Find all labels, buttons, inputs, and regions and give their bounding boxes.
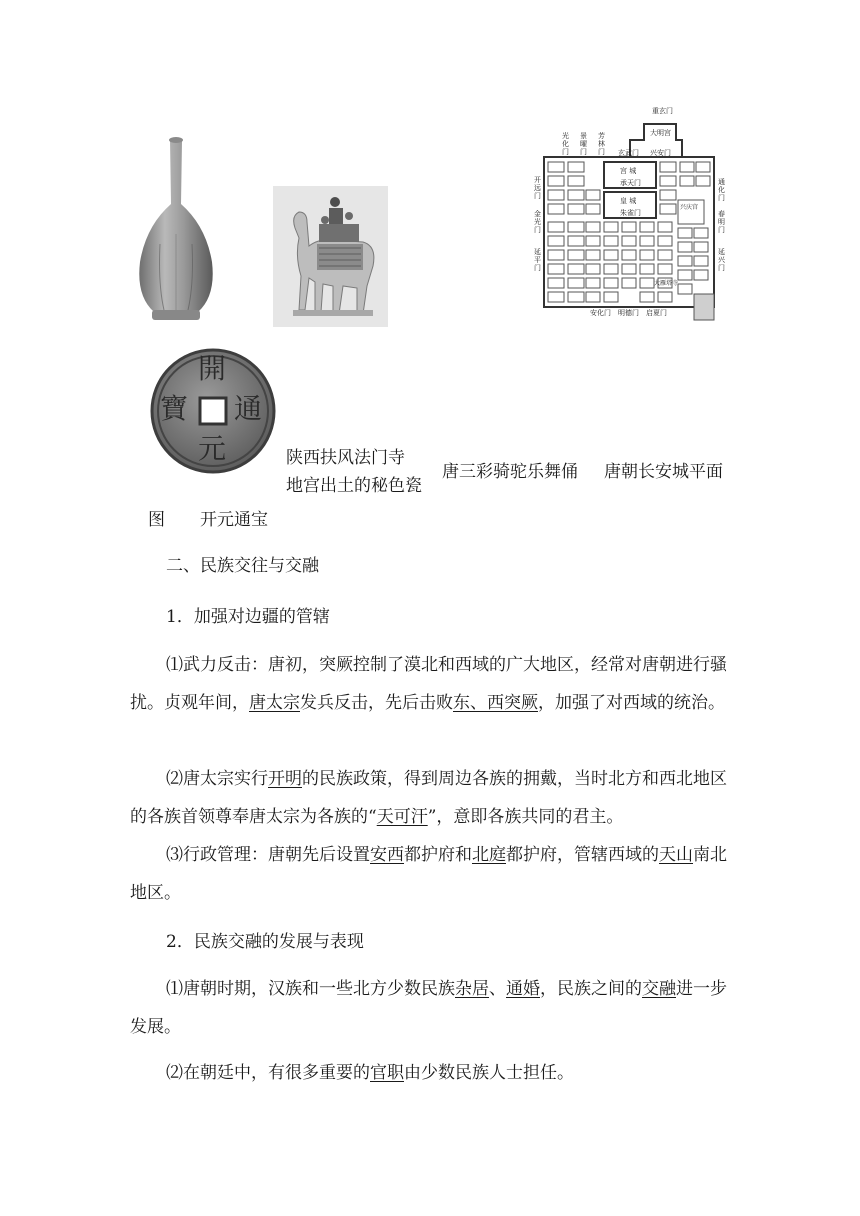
map-label-yanxing: 延兴门 [718, 248, 725, 272]
map-label-fanglin: 芳林门 [598, 132, 605, 156]
blank-turks: 东、西突厥 [453, 693, 538, 713]
map-label-jinguang: 金光门 [534, 210, 541, 234]
blank-enlightened: 开明 [268, 769, 302, 789]
subheading-frontier: 1．加强对边疆的管辖 [166, 607, 330, 627]
caption-map-continued: 图 [148, 510, 165, 530]
blank-anxi: 安西 [370, 845, 404, 865]
vase-photo [134, 134, 218, 326]
map-label-zhuque: 朱雀门 [620, 209, 641, 217]
paragraph-policy: ⑵唐太宗实行开明的民族政策，得到周边各族的拥戴，当时北方和西北地区的各族首领尊奉唐太宗为各族的“天可汗”，意即各族共同的君主。 [130, 769, 727, 827]
map-label-dayanta: 大雁塔寺 [654, 280, 679, 287]
blank-tian-kehan: 天可汗 [376, 807, 428, 827]
changan-city-map [534, 102, 728, 328]
kaiyuan-coin-photo [150, 348, 276, 474]
paragraph-military: ⑴武力反击：唐初，突厥控制了漠北和西域的广大地区，经常对唐朝进行骚扰。贞观年间，唐太宗发兵反击，先后击败东、西突厥，加强了对西域的统治。 [130, 655, 727, 713]
blank-official-posts: 官职 [370, 1063, 404, 1083]
caption-coin: 开元通宝 [200, 510, 268, 530]
map-label-chongxuan: 重玄门 [652, 107, 673, 115]
section-heading: 二、民族交往与交融 [166, 556, 319, 576]
coin-char-right: 通 [234, 392, 263, 425]
map-label-yanping: 延平门 [534, 248, 541, 272]
map-label-xingan: 兴安门 [650, 149, 671, 157]
map-label-anhua: 安化门 [590, 309, 611, 317]
blank-integration: 交融 [642, 979, 676, 999]
caption-camel: 唐三彩骑驼乐舞俑 [442, 462, 578, 482]
map-label-huangcheng: 皇 城 [620, 197, 637, 205]
blank-tang-taizong: 唐太宗 [249, 693, 300, 713]
map-label-mingde: 明德门 [618, 309, 639, 317]
map-label-xuanwu: 玄武门 [618, 149, 639, 157]
blank-beiting: 北庭 [472, 845, 506, 865]
map-label-chengtian: 承天门 [620, 179, 641, 187]
map-label-qixia: 启夏门 [646, 309, 667, 317]
map-label-gongcheng: 宫 城 [620, 167, 637, 175]
coin-char-bottom: 元 [198, 432, 227, 465]
map-label-xingqing: 兴庆宫 [680, 204, 699, 211]
blank-intermarriage: 通婚 [506, 979, 540, 999]
map-label-chunming: 春明门 [718, 210, 725, 234]
camel-figurine-photo [273, 186, 388, 327]
map-label-jingyao: 景曜门 [580, 132, 587, 156]
coin-char-top: 開 [198, 352, 227, 385]
blank-tianshan: 天山 [659, 845, 693, 865]
subheading-integration: 2．民族交融的发展与表现 [166, 932, 364, 952]
paragraph-administration: ⑶行政管理：唐朝先后设置安西都护府和北庭都护府，管辖西域的天山南北地区。 [130, 845, 727, 903]
caption-vase-line2: 地宫出土的秘色瓷 [286, 476, 422, 496]
blank-mixed-living: 杂居 [455, 979, 489, 999]
coin-char-left: 寶 [160, 392, 189, 425]
caption-vase-line1: 陕西扶风法门寺 [286, 448, 405, 468]
map-label-tonghua: 通化门 [718, 178, 725, 202]
map-label-daminggong: 大明宫 [650, 129, 671, 137]
caption-map: 唐朝长安城平面 [604, 462, 723, 482]
map-label-kaiyuan: 开远门 [534, 176, 541, 200]
paragraph-intermarriage: ⑴唐朝时期，汉族和一些北方少数民族杂居、通婚，民族之间的交融进一步发展。 [130, 979, 727, 1037]
map-label-guanghua: 光化门 [562, 132, 569, 156]
paragraph-officials: ⑵在朝廷中，有很多重要的官职由少数民族人士担任。 [166, 1063, 574, 1083]
